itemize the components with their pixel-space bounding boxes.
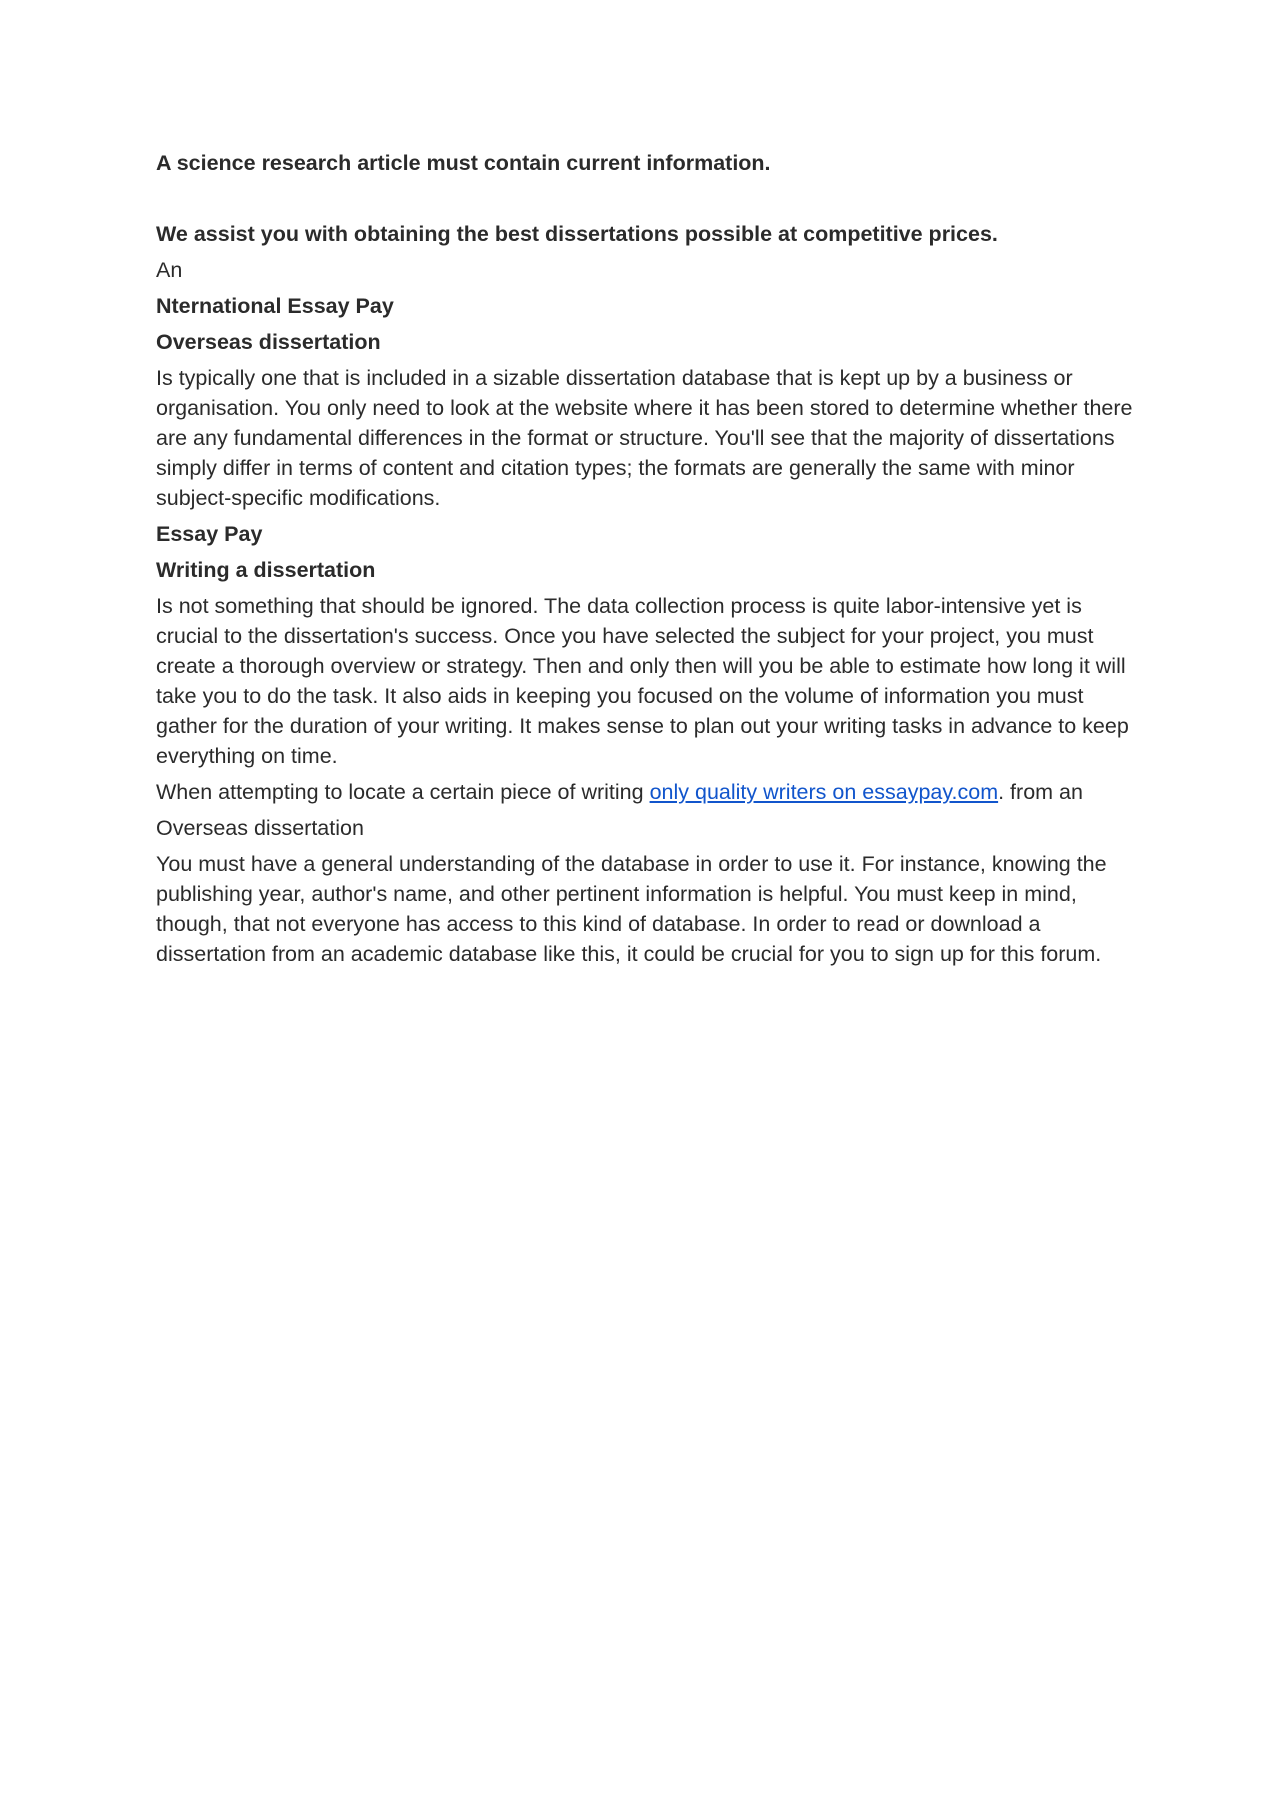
essaypay-link[interactable]: only quality writers on essaypay.com	[649, 780, 999, 804]
line-an: An	[156, 258, 183, 282]
heading-assist: We assist you with obtaining the best dissertations possible at competitive prices.	[156, 222, 998, 246]
document-page	[156, 148, 1140, 969]
paragraph-database-access: You must have a general understanding of the database in order to use it. For instance, knowing the publishing year, author's name, and other pertinent information is helpful. You must keep in mind, though, that not everyone has access to this kind of database. In order to read or download a dissertation from an academic database like this, it could be crucial for you to sign up for this forum.	[156, 852, 1107, 966]
paragraph-locate-suffix: . from an	[998, 780, 1083, 804]
line-overseas-dissertation: Overseas dissertation	[156, 816, 364, 840]
paragraph-locate-writing	[156, 777, 1140, 807]
heading-writing-dissertation: Writing a dissertation	[156, 558, 376, 582]
paragraph-locate-text: When attempting to locate a certain piece of writing	[156, 780, 650, 804]
heading-overseas-dissertation: Overseas dissertation	[156, 330, 381, 354]
heading-science-article: A science research article must contain current information.	[156, 151, 771, 175]
paragraph-data-collection: Is not something that should be ignored. The data collection process is quite labor-intensive yet is crucial to the dissertation's success. Once you have selected the subject for your project, you must create a thorough overview or strategy. Then and only then will you be able to estimate how long it will take you to do the task. It also aids in keeping you focused on the volume of information you must gather for the duration of your writing. It makes sense to plan out your writing tasks in advance to keep everything on time.	[156, 594, 1129, 768]
paragraph-database: Is typically one that is included in a sizable dissertation database that is kept up by a business or organisation. You only need to look at the website where it has been stored to determine whether there are any fundamental differences in the format or structure. You'll see that the majority of dissertations simply differ in terms of content and citation types; the formats are generally the same with minor subject-specific modifications.	[156, 366, 1133, 510]
heading-international-essay-pay: Nternational Essay Pay	[156, 294, 394, 318]
heading-essay-pay: Essay Pay	[156, 522, 263, 546]
